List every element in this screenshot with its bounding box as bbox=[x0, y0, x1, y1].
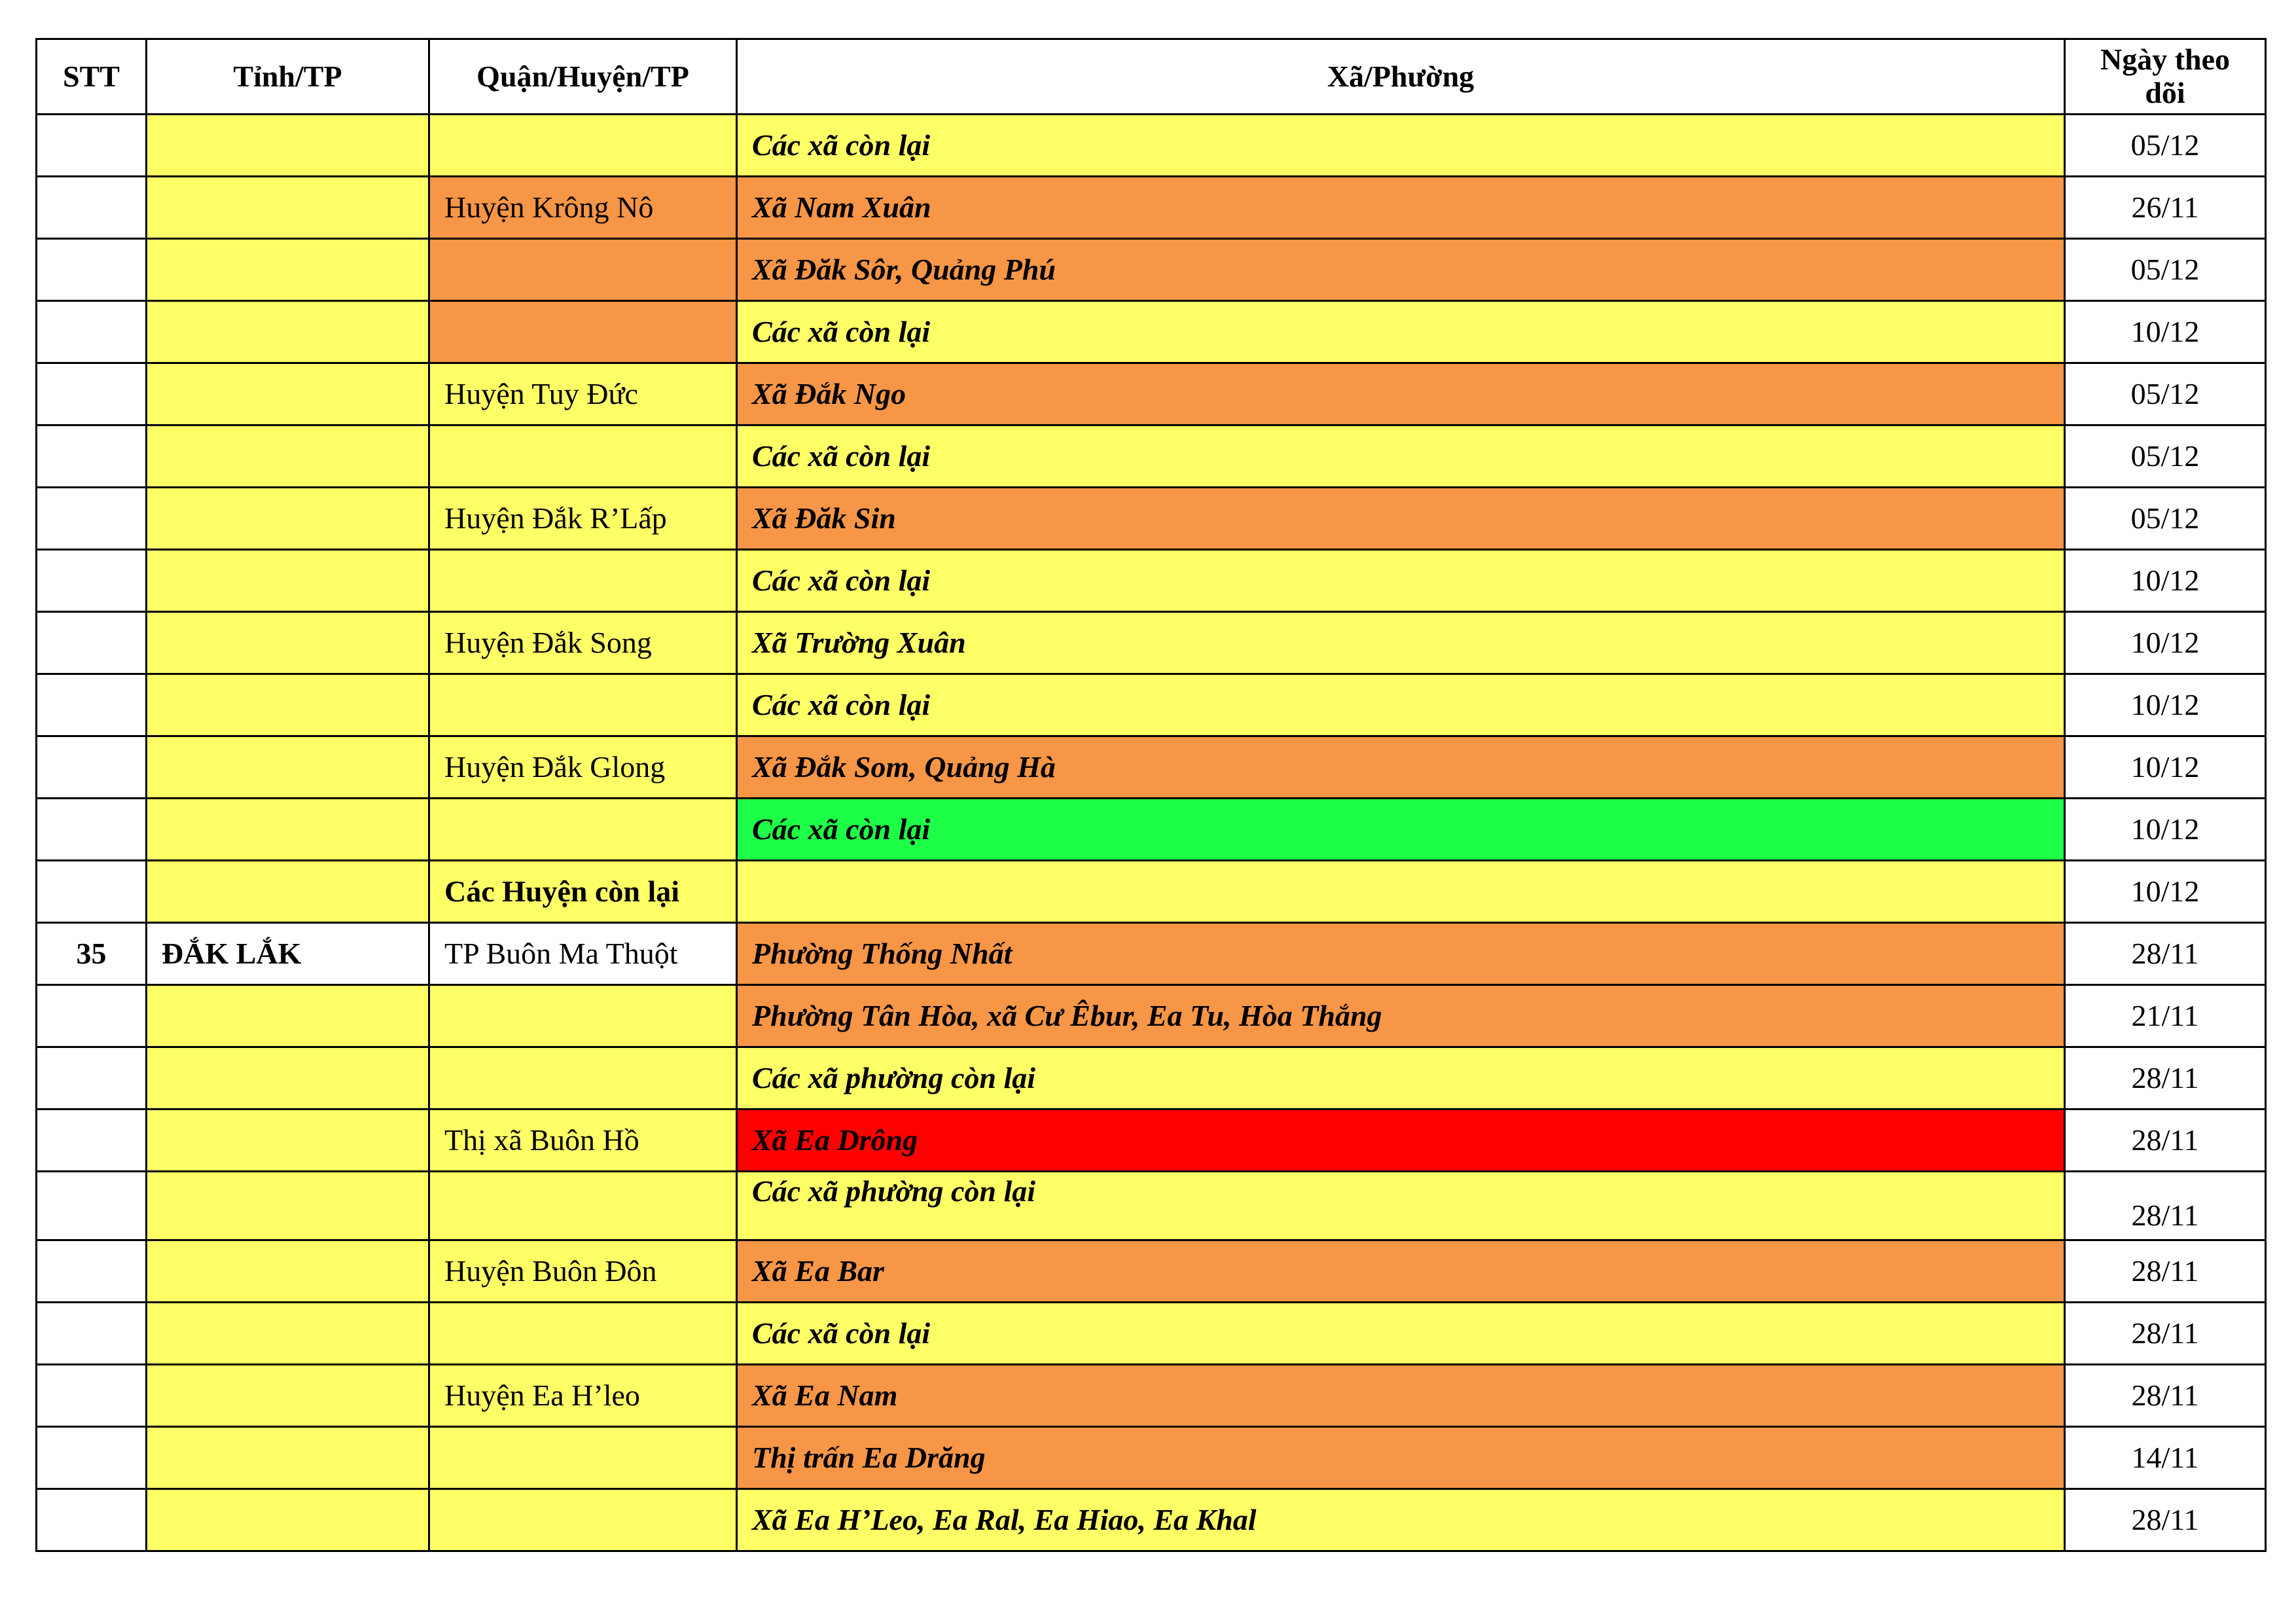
cell-province bbox=[147, 1172, 429, 1240]
cell-date: 10/12 bbox=[2065, 799, 2266, 861]
cell-province: ĐẮK LẮK bbox=[147, 923, 429, 985]
cell-date: 28/11 bbox=[2065, 923, 2266, 985]
cell-ward: Các xã còn lại bbox=[737, 115, 2065, 177]
header-province: Tỉnh/TP bbox=[147, 39, 429, 115]
header-date: Ngày theo dõi bbox=[2065, 39, 2266, 115]
cell-district: Huyện Krông Nô bbox=[429, 177, 737, 239]
monitoring-table bbox=[35, 38, 2267, 1552]
cell-date: 28/11 bbox=[2065, 1489, 2266, 1551]
cell-stt bbox=[37, 799, 147, 861]
cell-province bbox=[147, 550, 429, 612]
cell-province bbox=[147, 1110, 429, 1172]
table-row bbox=[37, 985, 2266, 1047]
cell-province bbox=[147, 425, 429, 488]
table-row bbox=[37, 1365, 2266, 1427]
cell-district bbox=[429, 550, 737, 612]
cell-ward: Xã Trường Xuân bbox=[737, 612, 2065, 674]
header-district: Quận/Huyện/TP bbox=[429, 39, 737, 115]
cell-province bbox=[147, 1303, 429, 1365]
cell-stt bbox=[37, 1427, 147, 1489]
table-row bbox=[37, 1489, 2266, 1551]
table-row bbox=[37, 1303, 2266, 1365]
table-row bbox=[37, 923, 2266, 985]
cell-province bbox=[147, 239, 429, 301]
cell-ward bbox=[737, 861, 2065, 923]
cell-district bbox=[429, 674, 737, 736]
cell-district: Huyện Tuy Đức bbox=[429, 363, 737, 425]
cell-province bbox=[147, 612, 429, 674]
table-row bbox=[37, 674, 2266, 736]
table-row bbox=[37, 861, 2266, 923]
cell-date: 05/12 bbox=[2065, 425, 2266, 488]
cell-ward: Các xã còn lại bbox=[737, 1303, 2065, 1365]
cell-date: 28/11 bbox=[2065, 1110, 2266, 1172]
cell-date: 05/12 bbox=[2065, 363, 2266, 425]
table-row bbox=[37, 425, 2266, 488]
cell-date: 05/12 bbox=[2065, 115, 2266, 177]
cell-stt bbox=[37, 985, 147, 1047]
cell-district: Thị xã Buôn Hồ bbox=[429, 1110, 737, 1172]
cell-date: 28/11 bbox=[2065, 1172, 2266, 1240]
cell-province bbox=[147, 177, 429, 239]
table-row bbox=[37, 550, 2266, 612]
cell-ward: Xã Đăk Sin bbox=[737, 488, 2065, 550]
cell-stt bbox=[37, 301, 147, 363]
cell-stt bbox=[37, 1489, 147, 1551]
table-row bbox=[37, 1047, 2266, 1110]
cell-district: Huyện Đắk Song bbox=[429, 612, 737, 674]
cell-ward: Thị trấn Ea Drăng bbox=[737, 1427, 2065, 1489]
cell-date: 05/12 bbox=[2065, 488, 2266, 550]
cell-ward: Xã Ea Drông bbox=[737, 1110, 2065, 1172]
cell-date: 28/11 bbox=[2065, 1047, 2266, 1110]
cell-ward: Xã Đắk Ngo bbox=[737, 363, 2065, 425]
table-row bbox=[37, 1110, 2266, 1172]
cell-province bbox=[147, 1240, 429, 1303]
cell-province bbox=[147, 363, 429, 425]
cell-province bbox=[147, 1427, 429, 1489]
cell-district bbox=[429, 985, 737, 1047]
cell-date: 10/12 bbox=[2065, 550, 2266, 612]
cell-stt bbox=[37, 1240, 147, 1303]
table-row bbox=[37, 799, 2266, 861]
cell-district bbox=[429, 1172, 737, 1240]
cell-date: 10/12 bbox=[2065, 612, 2266, 674]
cell-province bbox=[147, 736, 429, 799]
cell-stt bbox=[37, 1303, 147, 1365]
cell-date: 28/11 bbox=[2065, 1303, 2266, 1365]
cell-district bbox=[429, 1427, 737, 1489]
cell-district: Huyện Ea H’leo bbox=[429, 1365, 737, 1427]
table-body bbox=[37, 115, 2266, 1551]
cell-ward: Phường Thống Nhất bbox=[737, 923, 2065, 985]
cell-district: Huyện Buôn Đôn bbox=[429, 1240, 737, 1303]
cell-province bbox=[147, 674, 429, 736]
cell-stt bbox=[37, 612, 147, 674]
cell-stt bbox=[37, 736, 147, 799]
table-row bbox=[37, 612, 2266, 674]
table-row bbox=[37, 115, 2266, 177]
cell-ward: Các xã còn lại bbox=[737, 425, 2065, 488]
cell-ward: Phường Tân Hòa, xã Cư Êbur, Ea Tu, Hòa Thắng bbox=[737, 985, 2065, 1047]
cell-date: 28/11 bbox=[2065, 1240, 2266, 1303]
cell-stt bbox=[37, 1047, 147, 1110]
cell-province bbox=[147, 1489, 429, 1551]
cell-province bbox=[147, 985, 429, 1047]
cell-district bbox=[429, 1489, 737, 1551]
cell-district bbox=[429, 799, 737, 861]
cell-ward: Các xã còn lại bbox=[737, 301, 2065, 363]
cell-stt bbox=[37, 1365, 147, 1427]
cell-stt: 35 bbox=[37, 923, 147, 985]
cell-date: 28/11 bbox=[2065, 1365, 2266, 1427]
header-stt: STT bbox=[37, 39, 147, 115]
cell-district: Huyện Đắk Glong bbox=[429, 736, 737, 799]
cell-province bbox=[147, 301, 429, 363]
cell-district: Huyện Đắk R’Lấp bbox=[429, 488, 737, 550]
cell-date: 10/12 bbox=[2065, 301, 2266, 363]
cell-ward: Các xã phường còn lại bbox=[737, 1172, 2065, 1240]
cell-stt bbox=[37, 425, 147, 488]
cell-district bbox=[429, 115, 737, 177]
cell-date: 10/12 bbox=[2065, 861, 2266, 923]
cell-district bbox=[429, 1047, 737, 1110]
cell-stt bbox=[37, 674, 147, 736]
cell-district: Các Huyện còn lại bbox=[429, 861, 737, 923]
cell-ward: Các xã còn lại bbox=[737, 799, 2065, 861]
cell-date: 05/12 bbox=[2065, 239, 2266, 301]
cell-stt bbox=[37, 1172, 147, 1240]
cell-province bbox=[147, 861, 429, 923]
cell-stt bbox=[37, 239, 147, 301]
cell-ward: Xã Ea H’Leo, Ea Ral, Ea Hiao, Ea Khal bbox=[737, 1489, 2065, 1551]
cell-date: 14/11 bbox=[2065, 1427, 2266, 1489]
cell-province bbox=[147, 799, 429, 861]
cell-ward: Xã Ea Bar bbox=[737, 1240, 2065, 1303]
header-row bbox=[37, 39, 2266, 115]
cell-district bbox=[429, 425, 737, 488]
cell-stt bbox=[37, 363, 147, 425]
cell-ward: Các xã phường còn lại bbox=[737, 1047, 2065, 1110]
table-row bbox=[37, 177, 2266, 239]
cell-date: 10/12 bbox=[2065, 736, 2266, 799]
cell-province bbox=[147, 488, 429, 550]
cell-district bbox=[429, 239, 737, 301]
cell-ward: Các xã còn lại bbox=[737, 674, 2065, 736]
cell-ward: Các xã còn lại bbox=[737, 550, 2065, 612]
cell-stt bbox=[37, 177, 147, 239]
cell-stt bbox=[37, 861, 147, 923]
cell-stt bbox=[37, 550, 147, 612]
table-row bbox=[37, 363, 2266, 425]
table-row bbox=[37, 301, 2266, 363]
table-row bbox=[37, 1172, 2266, 1240]
cell-ward: Xã Đắk Som, Quảng Hà bbox=[737, 736, 2065, 799]
cell-stt bbox=[37, 115, 147, 177]
cell-date: 21/11 bbox=[2065, 985, 2266, 1047]
cell-ward: Xã Đăk Sôr, Quảng Phú bbox=[737, 239, 2065, 301]
table-row bbox=[37, 239, 2266, 301]
cell-date: 26/11 bbox=[2065, 177, 2266, 239]
table-row bbox=[37, 1427, 2266, 1489]
cell-stt bbox=[37, 1110, 147, 1172]
header-ward: Xã/Phường bbox=[737, 39, 2065, 115]
table-row bbox=[37, 488, 2266, 550]
cell-district bbox=[429, 1303, 737, 1365]
table-row bbox=[37, 736, 2266, 799]
cell-district: TP Buôn Ma Thuột bbox=[429, 923, 737, 985]
table-row bbox=[37, 1240, 2266, 1303]
cell-province bbox=[147, 1047, 429, 1110]
cell-ward: Xã Ea Nam bbox=[737, 1365, 2065, 1427]
cell-date: 10/12 bbox=[2065, 674, 2266, 736]
cell-district bbox=[429, 301, 737, 363]
cell-ward: Xã Nam Xuân bbox=[737, 177, 2065, 239]
cell-province bbox=[147, 115, 429, 177]
cell-province bbox=[147, 1365, 429, 1427]
cell-stt bbox=[37, 488, 147, 550]
